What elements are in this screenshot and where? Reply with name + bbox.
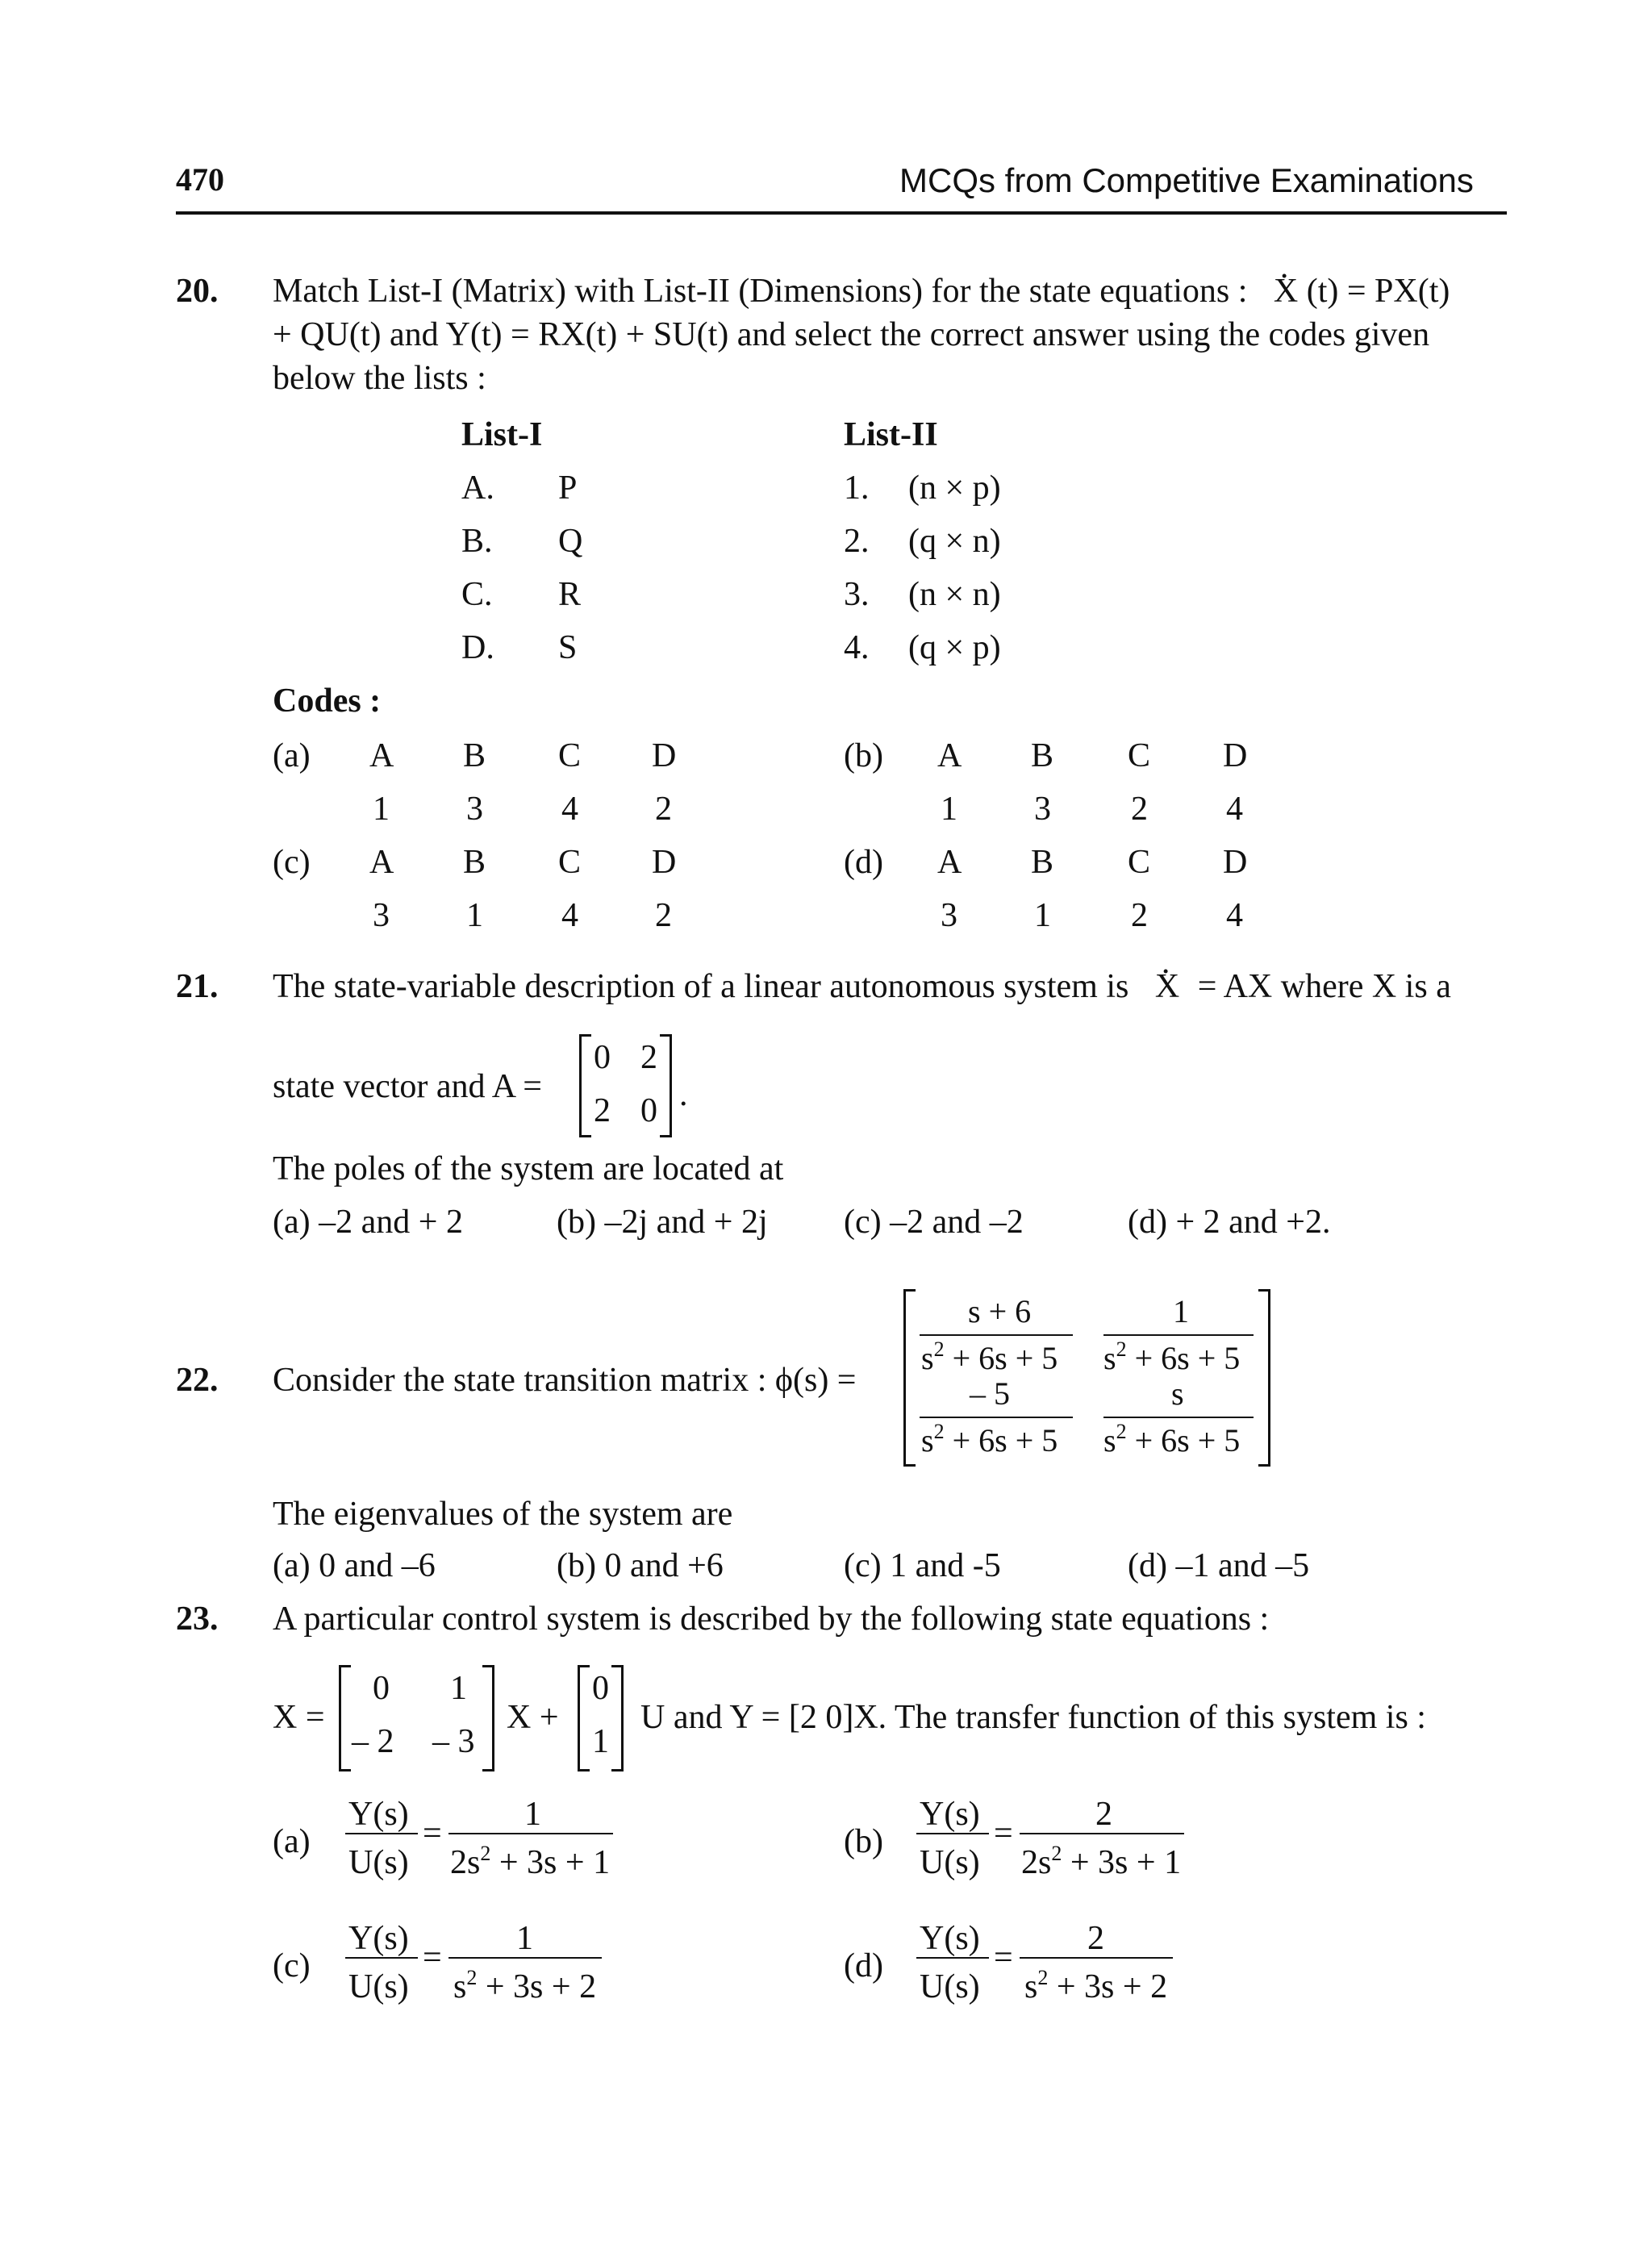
code-head: B <box>463 844 486 881</box>
q20-text-line1 <box>273 274 1450 308</box>
list1-title: List-I <box>461 416 543 453</box>
phi-21-den: $s^2 + 6s + 5$ <box>921 1420 1058 1459</box>
code-head: D <box>652 844 677 881</box>
matrix-period: . <box>679 1076 688 1113</box>
matrix-cell: 1 <box>450 1670 467 1707</box>
list2-key: 1. <box>844 469 870 507</box>
matrix-cell: 0 <box>640 1092 657 1129</box>
fraction-bar <box>345 1833 418 1834</box>
matrix-right-bracket <box>482 1665 494 1771</box>
fraction-bar <box>1103 1334 1254 1336</box>
x-dot <box>1274 274 1450 308</box>
matrix-left-bracket <box>903 1289 916 1467</box>
fraction-bar <box>920 1417 1073 1418</box>
q21-option-c: (c) –2 and –2 <box>844 1204 1024 1241</box>
code-val: 1 <box>941 791 957 828</box>
tf-lhs-num: Y(s) <box>348 1920 409 1957</box>
header-rule <box>176 211 1507 215</box>
fraction-bar <box>916 1833 989 1834</box>
tf-lhs-num: Y(s) <box>920 1796 980 1833</box>
code-head: D <box>652 737 677 774</box>
q21-text-line2: state vector and A = <box>273 1068 542 1105</box>
question-number-20: 20. <box>176 273 219 310</box>
question-number-21: 21. <box>176 968 219 1005</box>
q22-option-c: (c) 1 and -5 <box>844 1547 1001 1584</box>
tf-rhs-num: 2 <box>1095 1796 1112 1833</box>
list2-key: 2. <box>844 523 870 560</box>
q22-text-line1: Consider the state transition matrix : ϕ(s) = <box>273 1362 857 1399</box>
q22-option-d: (d) –1 and –5 <box>1128 1547 1310 1584</box>
codes-label: Codes : <box>273 682 382 720</box>
code-head: D <box>1223 737 1248 774</box>
q21-text-line3: The poles of the system are located at <box>273 1150 784 1187</box>
matrix-right-bracket <box>611 1665 624 1771</box>
q23-text-line1: A particular control system is described by the following state equations : <box>273 1600 1270 1638</box>
fraction-bar <box>448 1833 613 1834</box>
q23-option-d-label: (d) <box>844 1947 883 1984</box>
matrix-cell: 1 <box>592 1723 609 1760</box>
code-head: B <box>463 737 486 774</box>
code-head: A <box>369 737 394 774</box>
q20-line1b: X (t) = PX(t) <box>1273 273 1450 310</box>
matrix-left-bracket <box>578 1665 590 1771</box>
fraction-bar <box>1020 1833 1184 1834</box>
code-val: 4 <box>1226 897 1243 934</box>
code-head: A <box>937 844 962 881</box>
equals: = <box>994 1815 1013 1852</box>
fraction-bar <box>920 1334 1073 1336</box>
q23-x-eq: X = <box>273 1699 325 1736</box>
code-head: A <box>369 844 394 881</box>
phi-22-den: $s^2 + 6s + 5$ <box>1103 1420 1241 1459</box>
question-number-23: 23. <box>176 1600 219 1638</box>
q20-line1a: Match List-I (Matrix) with List-II (Dimensions) for the state equations : <box>273 273 1248 310</box>
fraction-bar <box>1020 1957 1173 1959</box>
running-header-title: MCQs from Competitive Examinations <box>899 161 1474 199</box>
fraction-bar <box>345 1957 418 1959</box>
fraction-bar <box>916 1957 989 1959</box>
q21-option-b: (b) –2j and + 2j <box>557 1204 768 1241</box>
tf-rhs-num: 1 <box>524 1796 541 1833</box>
code-val: 2 <box>1131 897 1148 934</box>
code-head: C <box>558 737 582 774</box>
q23-option-a-label: (a) <box>273 1823 311 1860</box>
code-head: A <box>937 737 962 774</box>
fraction-bar <box>1103 1417 1254 1418</box>
tf-rhs-num: 1 <box>516 1920 533 1957</box>
code-val: 1 <box>373 791 390 828</box>
list2-val: (q × n) <box>908 523 1001 560</box>
code-val: 3 <box>1034 791 1051 828</box>
matrix-left-bracket <box>579 1034 591 1137</box>
list1-key: D. <box>461 629 494 666</box>
phi-11-num: s + 6 <box>968 1293 1032 1329</box>
q23-plus-x: X + <box>507 1699 559 1736</box>
matrix-cell: 0 <box>592 1670 609 1707</box>
code-head: B <box>1031 737 1054 774</box>
tf-lhs-den: U(s) <box>348 1968 409 2005</box>
list2-key: 3. <box>844 576 870 613</box>
q23-tail: U and Y = [2 0]X. The transfer function of this system is : <box>640 1699 1426 1736</box>
code-option-b: (b) <box>844 737 883 774</box>
q21-line1b: X <box>1154 968 1180 1005</box>
matrix-cell: 2 <box>594 1092 611 1129</box>
list2-val: (n × n) <box>908 576 1001 613</box>
code-val: 2 <box>655 791 672 828</box>
matrix-right-bracket <box>660 1034 672 1137</box>
q21-line1c: = AX where X is a <box>1197 968 1451 1005</box>
code-head: C <box>1128 737 1151 774</box>
q23-option-b-label: (b) <box>844 1823 883 1860</box>
tf-rhs-den: $2s^2 + 3s + 1$ <box>1021 1842 1182 1881</box>
x-dot <box>1155 970 1179 1004</box>
q20-text-line2: + QU(t) and Y(t) = RX(t) + SU(t) and select the correct answer using the codes given <box>273 316 1430 353</box>
list1-val: S <box>558 629 578 666</box>
tf-lhs-den: U(s) <box>348 1844 409 1881</box>
equals: = <box>423 1815 442 1852</box>
matrix-cell: 0 <box>373 1670 390 1707</box>
list1-key: B. <box>461 523 493 560</box>
list2-key: 4. <box>844 629 870 666</box>
equals: = <box>994 1939 1013 1976</box>
code-val: 3 <box>941 897 957 934</box>
tf-rhs-den: $2s^2 + 3s + 1$ <box>450 1842 611 1881</box>
code-head: D <box>1223 844 1248 881</box>
code-val: 3 <box>373 897 390 934</box>
phi-11-den: $s^2 + 6s + 5$ <box>921 1337 1058 1376</box>
equals: = <box>423 1939 442 1976</box>
code-val: 3 <box>466 791 483 828</box>
code-val: 1 <box>466 897 483 934</box>
phi-22-num: s <box>1171 1375 1184 1412</box>
code-val: 4 <box>561 897 578 934</box>
list1-key: A. <box>461 469 494 507</box>
phi-12-num: 1 <box>1173 1293 1189 1329</box>
question-number-22: 22. <box>176 1362 219 1399</box>
q21-line1a: The state-variable description of a linear autonomous system is <box>273 968 1129 1005</box>
q22-option-b: (b) 0 and +6 <box>557 1547 724 1584</box>
code-val: 2 <box>1131 791 1148 828</box>
phi-12-den: $s^2 + 6s + 5$ <box>1103 1337 1241 1376</box>
list1-val: Q <box>558 523 583 560</box>
code-head: C <box>558 844 582 881</box>
code-val: 2 <box>655 897 672 934</box>
code-head: C <box>1128 844 1151 881</box>
code-option-c: (c) <box>273 844 311 881</box>
tf-lhs-num: Y(s) <box>348 1796 409 1833</box>
matrix-left-bracket <box>339 1665 351 1771</box>
code-val: 4 <box>561 791 578 828</box>
list2-title: List-II <box>844 416 938 453</box>
q23-option-c-label: (c) <box>273 1947 311 1984</box>
code-option-d: (d) <box>844 844 883 881</box>
fraction-bar <box>448 1957 602 1959</box>
tf-rhs-den: $s^2 + 3s + 2$ <box>1024 1966 1168 2005</box>
matrix-right-bracket <box>1258 1289 1270 1467</box>
tf-lhs-den: U(s) <box>920 1968 980 2005</box>
q22-option-a: (a) 0 and –6 <box>273 1547 436 1584</box>
matrix-cell: 0 <box>594 1039 611 1076</box>
q21-option-d: (d) + 2 and +2. <box>1128 1204 1331 1241</box>
q21-option-a: (a) –2 and + 2 <box>273 1204 463 1241</box>
tf-lhs-den: U(s) <box>920 1844 980 1881</box>
tf-lhs-num: Y(s) <box>920 1920 980 1957</box>
matrix-cell: – 3 <box>432 1723 475 1760</box>
q22-text-line2: The eigenvalues of the system are <box>273 1496 733 1533</box>
q21-text-line1 <box>273 970 1451 1004</box>
code-val: 1 <box>1034 897 1051 934</box>
code-val: 4 <box>1226 791 1243 828</box>
code-head: B <box>1031 844 1054 881</box>
matrix-cell: 2 <box>640 1039 657 1076</box>
list1-val: P <box>558 469 578 507</box>
tf-rhs-den: $s^2 + 3s + 2$ <box>453 1966 597 2005</box>
page-number: 470 <box>176 161 224 198</box>
list1-val: R <box>558 576 582 613</box>
code-option-a: (a) <box>273 737 311 774</box>
matrix-cell: – 2 <box>352 1723 394 1760</box>
phi-21-num: – 5 <box>970 1375 1010 1412</box>
tf-rhs-num: 2 <box>1087 1920 1104 1957</box>
list2-val: (q × p) <box>908 629 1001 666</box>
list2-val: (n × p) <box>908 469 1001 507</box>
list1-key: C. <box>461 576 493 613</box>
q20-text-line3: below the lists : <box>273 360 486 397</box>
